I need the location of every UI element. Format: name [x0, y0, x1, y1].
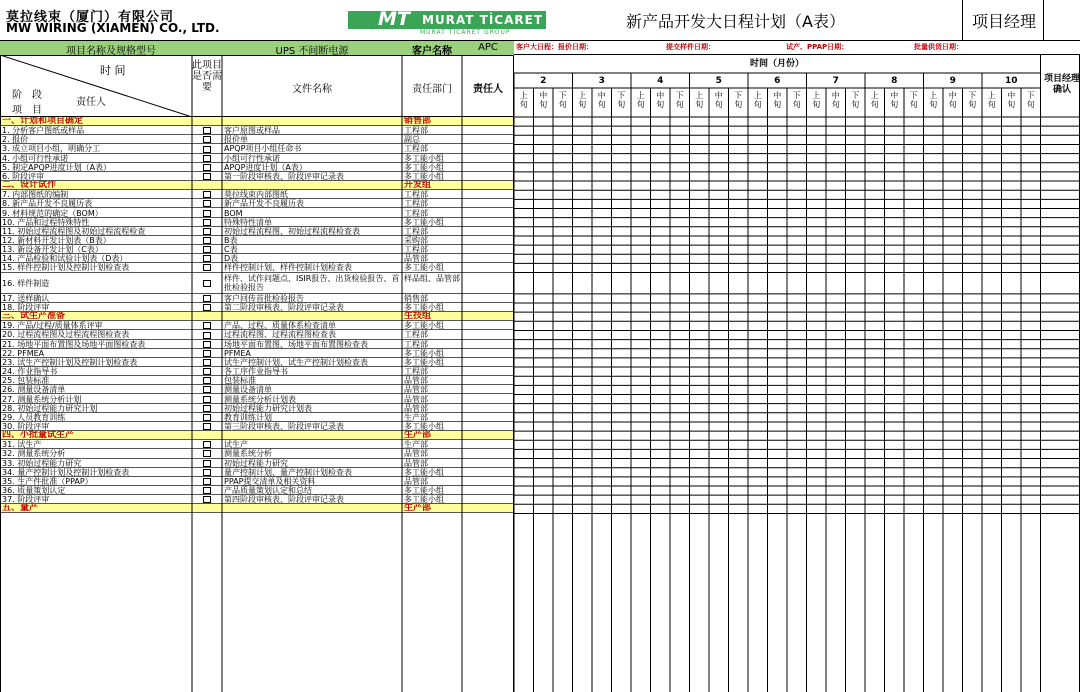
- timeline-period: 中旬: [539, 91, 548, 109]
- section-dept: 生产部: [404, 431, 432, 441]
- file-name: 第二阶段审核表、阶段评审记录表: [224, 303, 344, 312]
- task-name: 1. 分析客户图纸或样品: [2, 126, 85, 136]
- responsible-dept: 多工能小组: [404, 153, 444, 163]
- timeline-period: 下旬: [734, 91, 743, 109]
- file-name: 测量设备清单: [224, 385, 272, 395]
- company-name-cn: 莫拉线束（厦门）有限公司: [6, 10, 175, 25]
- responsible-dept: 多工能小组: [404, 162, 444, 172]
- file-name: 场地平面布置图、场地平面布置图检查表: [224, 339, 368, 349]
- responsible-dept: 品管部: [404, 449, 428, 459]
- task-name: 8. 新产品开发不良履历表: [2, 199, 93, 209]
- responsible-dept: 多工能小组: [404, 348, 444, 358]
- task-name: 37. 阶段评审: [2, 495, 50, 505]
- responsible-dept: 品管部: [404, 403, 428, 413]
- logo-mark: MT: [378, 8, 410, 30]
- file-name: PPAP提交清单及相关资料: [224, 476, 316, 486]
- murat-ticaret-logo: [348, 8, 546, 30]
- section-title: 一、计划和项目确定: [2, 117, 84, 126]
- diag-owner-label: 责任人: [76, 97, 106, 108]
- file-name: C表: [224, 245, 238, 255]
- timeline-period: 上旬: [929, 91, 938, 109]
- diag-item-label: 项 目: [12, 105, 42, 116]
- responsible-dept: 副总: [404, 135, 420, 145]
- responsible-dept: 品管部: [404, 254, 428, 264]
- task-name: 2. 报价: [2, 135, 29, 145]
- task-name: 13. 新设备开发计划（C表）: [2, 245, 103, 255]
- task-name: 12. 新材料开发计划表（B表）: [2, 235, 111, 245]
- timeline-month: 2: [540, 76, 547, 86]
- task-name: 34. 量产控制计划及控制计划检查表: [2, 467, 130, 477]
- timeline-period: 下旬: [1026, 91, 1035, 109]
- file-name: 教育训练计划: [224, 412, 272, 422]
- task-name: 11. 初始过程流程图及初始过程流程检查: [2, 226, 146, 236]
- responsible-dept: 多工能小组: [404, 217, 444, 227]
- responsible-dept: 多工能小组: [404, 263, 444, 273]
- task-name: 30. 阶段评审: [2, 421, 50, 431]
- file-name: 客户原图或样品: [224, 126, 280, 136]
- task-name: 36. 质量策划认定: [2, 486, 66, 495]
- col-file-name: 文件名称: [292, 84, 332, 95]
- col-pm-confirm: 项目经理确认: [1044, 74, 1080, 95]
- logo-wordmark: MURAT TİCARET: [422, 13, 544, 27]
- timeline-period: 上旬: [695, 91, 704, 109]
- responsible-dept: 多工能小组: [404, 495, 444, 505]
- responsible-dept: 工程部: [404, 367, 428, 377]
- timeline-period: 下旬: [558, 91, 567, 109]
- logo-subtitle: MURAT TİCARET GROUP: [420, 29, 511, 36]
- responsible-dept: 多工能小组: [404, 171, 444, 181]
- responsible-dept: 工程部: [404, 339, 428, 349]
- task-name: 9. 材料规范的确定（BOM）: [2, 208, 103, 218]
- task-name: 27. 测量系统分析计划: [2, 394, 82, 404]
- section-title: 三、试生产准备: [2, 312, 66, 322]
- file-name: 第四阶段审核表、阶段评审记录表: [224, 495, 344, 505]
- timeline-period: 上旬: [870, 91, 879, 109]
- timeline-period: 上旬: [519, 91, 528, 109]
- file-name: PFMEA: [224, 348, 251, 358]
- col-ups: UPS 不间断电源: [275, 46, 349, 57]
- responsible-dept: 生产部: [404, 440, 428, 450]
- section-title: 四、小批量试生产: [2, 431, 75, 441]
- milestone-quote-date: 客户大日程：报价日期：: [516, 43, 593, 51]
- col-applicable: 此项目是否需要: [192, 60, 222, 93]
- file-name: 包装标准: [224, 376, 256, 386]
- responsible-dept: 工程部: [404, 126, 428, 136]
- col-project-name: 项目名称及规格型号: [66, 46, 156, 57]
- task-name: 4. 小组可行性承诺: [2, 153, 69, 163]
- task-name: 35. 生产件批准（PPAP）: [2, 476, 93, 486]
- timeline-period: 中旬: [656, 91, 665, 109]
- timeline-period: 中旬: [597, 91, 606, 109]
- diag-time-label: 时 间: [100, 64, 126, 77]
- col-customer-name: 客户名称: [412, 46, 452, 57]
- file-name: 莫拉线束内部图纸: [224, 190, 288, 200]
- file-name: 测量系统分析计划表: [224, 394, 296, 404]
- task-name: 14. 产品检验和试验计划表（D表）: [2, 254, 128, 264]
- task-name: 17. 送样确认: [2, 293, 50, 303]
- milestone-mass-supply-date: 批量供货日期：: [914, 43, 963, 51]
- responsible-dept: 多工能小组: [404, 357, 444, 367]
- timeline-period: 上旬: [578, 91, 587, 109]
- file-name: 初始过程流程图、初始过程流程检查表: [224, 226, 360, 236]
- col-owner: 责任人: [473, 84, 503, 95]
- responsible-dept: 品管部: [404, 458, 428, 468]
- diag-stage-label: 阶 段: [12, 90, 42, 101]
- timeline-month: 8: [891, 76, 898, 86]
- responsible-dept: 销售部: [404, 293, 428, 303]
- file-name: 第一阶段审核表、阶段评审记录表: [224, 171, 344, 181]
- file-name: 样件控制计划、样件控制计划检查表: [224, 263, 352, 273]
- timeline-period: 中旬: [890, 91, 899, 109]
- responsible-dept: 多工能小组: [404, 321, 444, 331]
- file-name: 特殊特性清单: [224, 217, 272, 227]
- page-title: 新产品开发大日程计划（A表）: [626, 12, 845, 31]
- responsible-dept: 品管部: [404, 476, 428, 486]
- file-name: 测量系统分析: [224, 449, 272, 459]
- document-header: [0, 0, 1080, 41]
- file-name: 试生产: [224, 440, 248, 450]
- file-name: 客户回传首批检验报告: [224, 293, 304, 303]
- task-name: 10. 产品和过程特殊特性: [2, 217, 90, 227]
- responsible-dept: 工程部: [404, 144, 428, 154]
- file-name: 初始过程能力研究计划表: [224, 403, 312, 413]
- timeline-month: 9: [949, 76, 956, 86]
- responsible-dept: 样品组、品管部: [404, 273, 460, 283]
- responsible-dept: 品管部: [404, 385, 428, 395]
- file-name: APQP项目小组任命书: [224, 144, 302, 154]
- task-name: 23. 试生产控制计划及控制计划检查表: [2, 357, 138, 367]
- timeline-grid: [514, 54, 1080, 692]
- timeline-period: 中旬: [714, 91, 723, 109]
- task-name: 32. 测量系统分析: [2, 449, 66, 459]
- timeline-period: 中旬: [948, 91, 957, 109]
- file-name: 产品、过程、质量体系检查清单: [224, 321, 336, 331]
- section-dept: 生产部: [404, 504, 432, 514]
- task-name: 7. 内部图纸的编制: [2, 190, 69, 200]
- timeline-period: 下旬: [851, 91, 860, 109]
- timeline-period: 中旬: [831, 91, 840, 109]
- timeline-period: 上旬: [812, 91, 821, 109]
- section-dept: 生技组: [404, 312, 432, 322]
- file-name: 样件、试作问题点、ISIR报告、出货检验报告、首批检验报告: [224, 273, 400, 292]
- col-apc: APC: [478, 42, 498, 53]
- task-name: 25. 包装标准: [2, 376, 50, 386]
- responsible-dept: 多工能小组: [404, 486, 444, 495]
- timeline-period: 上旬: [753, 91, 762, 109]
- timeline-period: 下旬: [909, 91, 918, 109]
- task-name: 21. 场地平面布置图及场地平面图检查表: [2, 339, 146, 349]
- task-name: 18. 阶段评审: [2, 303, 50, 312]
- task-name: 33. 初始过程能力研究: [2, 458, 82, 468]
- timeline-period: 下旬: [968, 91, 977, 109]
- table-column-lines: [0, 117, 514, 692]
- task-name: 24. 作业指导书: [2, 367, 58, 377]
- task-name: 22. PFMEA: [2, 348, 45, 358]
- file-name: APQP进度计划（A表）: [224, 162, 307, 172]
- milestone-dates-row: [514, 42, 1040, 54]
- task-name: 26. 测量设备清单: [2, 385, 66, 395]
- file-name: 各工序作业指导书: [224, 367, 288, 377]
- timeline-month-title: 时间（月份）: [749, 59, 804, 69]
- file-name: 第三阶段审核表、阶段评审记录表: [224, 421, 344, 431]
- role-title: 项目经理: [972, 12, 1037, 31]
- task-name: 19. 产品/过程/质量体系评审: [2, 321, 103, 331]
- task-name: 15. 样件控制计划及控制计划检查表: [2, 263, 130, 273]
- timeline-month: 7: [832, 76, 839, 86]
- file-name: 过程流程图、过程流程图检查表: [224, 330, 336, 340]
- timeline-period: 下旬: [617, 91, 626, 109]
- task-name: 28. 初始过程能力研究计划: [2, 403, 98, 413]
- responsible-dept: 采购部: [404, 235, 428, 245]
- file-name: 量产控制计划、量产控制计划检查表: [224, 467, 352, 477]
- header-divider: [962, 0, 963, 40]
- timeline-month: 6: [774, 76, 781, 86]
- task-name: 29. 人员教育训练: [2, 412, 66, 422]
- task-name: 31. 试生产: [2, 440, 42, 450]
- timeline-month: 10: [1004, 76, 1018, 86]
- file-name: 初始过程能力研究: [224, 458, 288, 468]
- timeline-period: 下旬: [675, 91, 684, 109]
- milestone-sample-date: 提交样件日期：: [666, 43, 715, 51]
- timeline-month: 3: [598, 76, 605, 86]
- task-name: 16. 样件制造: [2, 278, 50, 288]
- responsible-dept: 工程部: [404, 226, 428, 236]
- section-dept: 销售部: [404, 117, 432, 126]
- task-name: 3. 成立项目小组，明确分工: [2, 144, 101, 154]
- responsible-dept: 多工能小组: [404, 303, 444, 312]
- file-name: 试生产控制计划、试生产控制计划检查表: [224, 357, 368, 367]
- timeline-month: 4: [657, 76, 664, 86]
- timeline-period: 上旬: [987, 91, 996, 109]
- responsible-dept: 品管部: [404, 376, 428, 386]
- task-name: 5. 制定APQP进度计划（A表）: [2, 162, 112, 172]
- file-name: 新产品开发不良履历表: [224, 199, 304, 209]
- header-divider: [1043, 0, 1044, 40]
- file-name: 小组可行性承诺: [224, 153, 280, 163]
- responsible-dept: 工程部: [404, 245, 428, 255]
- timeline-period: 下旬: [792, 91, 801, 109]
- file-name: 报价单: [224, 135, 248, 145]
- file-name: 产品质量策划认定和总结: [224, 486, 312, 495]
- section-dept: 开发组: [404, 181, 432, 191]
- responsible-dept: 多工能小组: [404, 421, 444, 431]
- file-name: B表: [224, 235, 238, 245]
- responsible-dept: 工程部: [404, 330, 428, 340]
- milestone-trial-ppap-date: 试产、PPAP日期：: [786, 43, 849, 51]
- timeline-month: 5: [715, 76, 722, 86]
- timeline-period: 中旬: [1007, 91, 1016, 109]
- timeline-period: 上旬: [636, 91, 645, 109]
- responsible-dept: 生产部: [404, 412, 428, 422]
- task-name: 20. 过程流程图及过程流程图检查表: [2, 330, 130, 340]
- responsible-dept: 工程部: [404, 199, 428, 209]
- file-name: BOM: [224, 208, 243, 218]
- task-name: 6. 阶段评审: [2, 171, 45, 181]
- section-title: 五、量产: [2, 504, 39, 514]
- responsible-dept: 工程部: [404, 208, 428, 218]
- company-name-en: MW WIRING (XIAMEN) CO., LTD.: [6, 21, 220, 35]
- file-name: D表: [224, 254, 239, 264]
- timeline-period: 中旬: [773, 91, 782, 109]
- responsible-dept: 工程部: [404, 190, 428, 200]
- col-dept: 责任部门: [412, 84, 452, 95]
- responsible-dept: 多工能小组: [404, 467, 444, 477]
- section-title: 二、设计试作: [2, 181, 57, 191]
- responsible-dept: 品管部: [404, 394, 428, 404]
